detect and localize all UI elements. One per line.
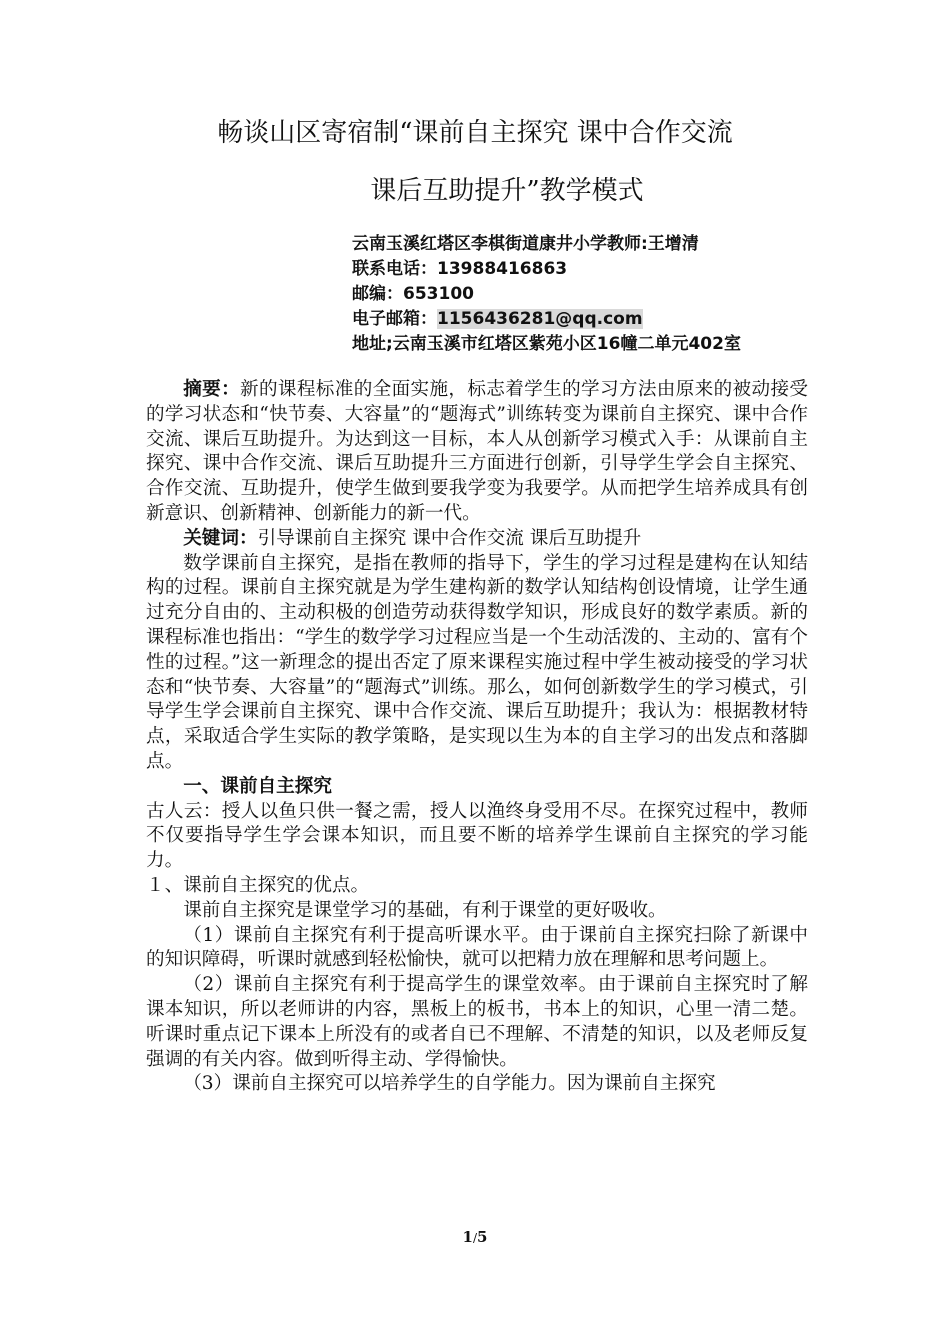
title-line-2: 课后互助提升”教学模式 — [370, 176, 644, 206]
page-total: 5 — [477, 1228, 488, 1246]
section-1-paragraph: 古人云：授人以鱼只供一餐之需，授人以渔终身受用不尽。在探究过程中，教师不仅要指导学生学会课本知识，而且要不断的培养学生课前自主探究的学习能力。 — [146, 800, 808, 872]
page-number — [0, 1228, 950, 1246]
abstract-paragraph — [146, 378, 808, 527]
email-label: 电子邮箱： — [352, 309, 437, 329]
abstract-label: 摘要： — [183, 379, 241, 400]
abstract-text: 新的课程标准的全面实施，标志着学生的学习方法由原来的被动接受的学习状态和“快节奏、大容量”的“题海式”训练转变为课前自主探究、课中合作交流、课后互助提升。为达到这一目标，本人从创新学习模式入手：从课前自主探究、课中合作交流、课后互助提升三方面进行创新，引导学生学会自主探究、合作交流、互助提升，使学生做到要我学变为我要学。从而把学生培养成具有创新意识、创新精神、创新能力的新一代。 — [146, 379, 808, 524]
title-line-1: 畅谈山区寄宿制“课前自主探究 课中合作交流 — [217, 118, 733, 148]
phone-label: 联系电话： — [352, 259, 437, 279]
page-current: 1 — [462, 1228, 473, 1246]
subsection-heading-1: １、课前自主探究的优点。 — [146, 874, 370, 896]
page-separator: / — [472, 1231, 478, 1245]
postcode-value: 653100 — [403, 284, 474, 304]
list-item-2: （2）课前自主探究有利于提高学生的课堂效率。由于课前自主探究时了解课本知识，所以老师讲的内容，黑板上的板书，书本上的知识，心里一清二楚。听课时重点记下课本上所没有的或者自已不理解、不清楚的知识，以及老师反复强调的有关内容。做到听得主动、学得愉快。 — [146, 974, 808, 1070]
phone-value: 13988416863 — [437, 259, 568, 279]
author-affiliation: 云南玉溪红塔区李棋街道康井小学教师:王增清 — [352, 234, 699, 254]
email-link[interactable]: 1156436281@qq.com — [437, 309, 643, 329]
author-address: 地址;云南玉溪市红塔区紫苑小区16幢二单元402室 — [352, 334, 741, 354]
subsection-1-intro: 课前自主探究是课堂学习的基础，有利于课堂的更好吸收。 — [183, 899, 667, 921]
keywords-label: 关键词： — [183, 527, 258, 549]
keywords-text: 引导课前自主探究 课中合作交流 课后互助提升 — [257, 527, 642, 549]
intro-paragraph: 数学课前自主探究，是指在教师的指导下，学生的学习过程是建构在认知结构的过程。课前自主探究就是为学生建构新的数学认知结构创设情境，让学生通过充分自由的、主动积极的创造劳动获得数学知识，形成良好的数学素质。新的课程标准也指出：“学生的数学学习过程应当是一个生动活泼的、主动的、富有个性的过程。”这一新理念的提出否定了原来课程实施过程中学生被动接受的学习状态和“快节奏、大容量”的“题海式”训练。那么，如何创新数学生的学习模式，引导学生学会课前自主探究、课中合作交流、课后互助提升；我认为：根据教材特点，采取适合学生实际的教学策略，是实现以生为本的自主学习的出发点和落脚点。 — [146, 552, 808, 772]
section-heading-1: 一、课前自主探究 — [183, 775, 332, 797]
author-email — [352, 307, 822, 332]
list-item-1: （1）课前自主探究有利于提高听课水平。由于课前自主探究扫除了新课中的知识障碍，听课时就感到轻松愉快，就可以把精力放在理解和思考问题上。 — [146, 924, 808, 971]
list-item-3: （3）课前自主探究可以培养学生的自学能力。因为课前自主探究 — [183, 1073, 716, 1095]
author-phone — [352, 257, 822, 282]
author-postcode — [352, 282, 822, 307]
postcode-label: 邮编： — [352, 284, 403, 304]
keywords-paragraph — [146, 527, 808, 552]
document-body — [146, 378, 808, 1097]
